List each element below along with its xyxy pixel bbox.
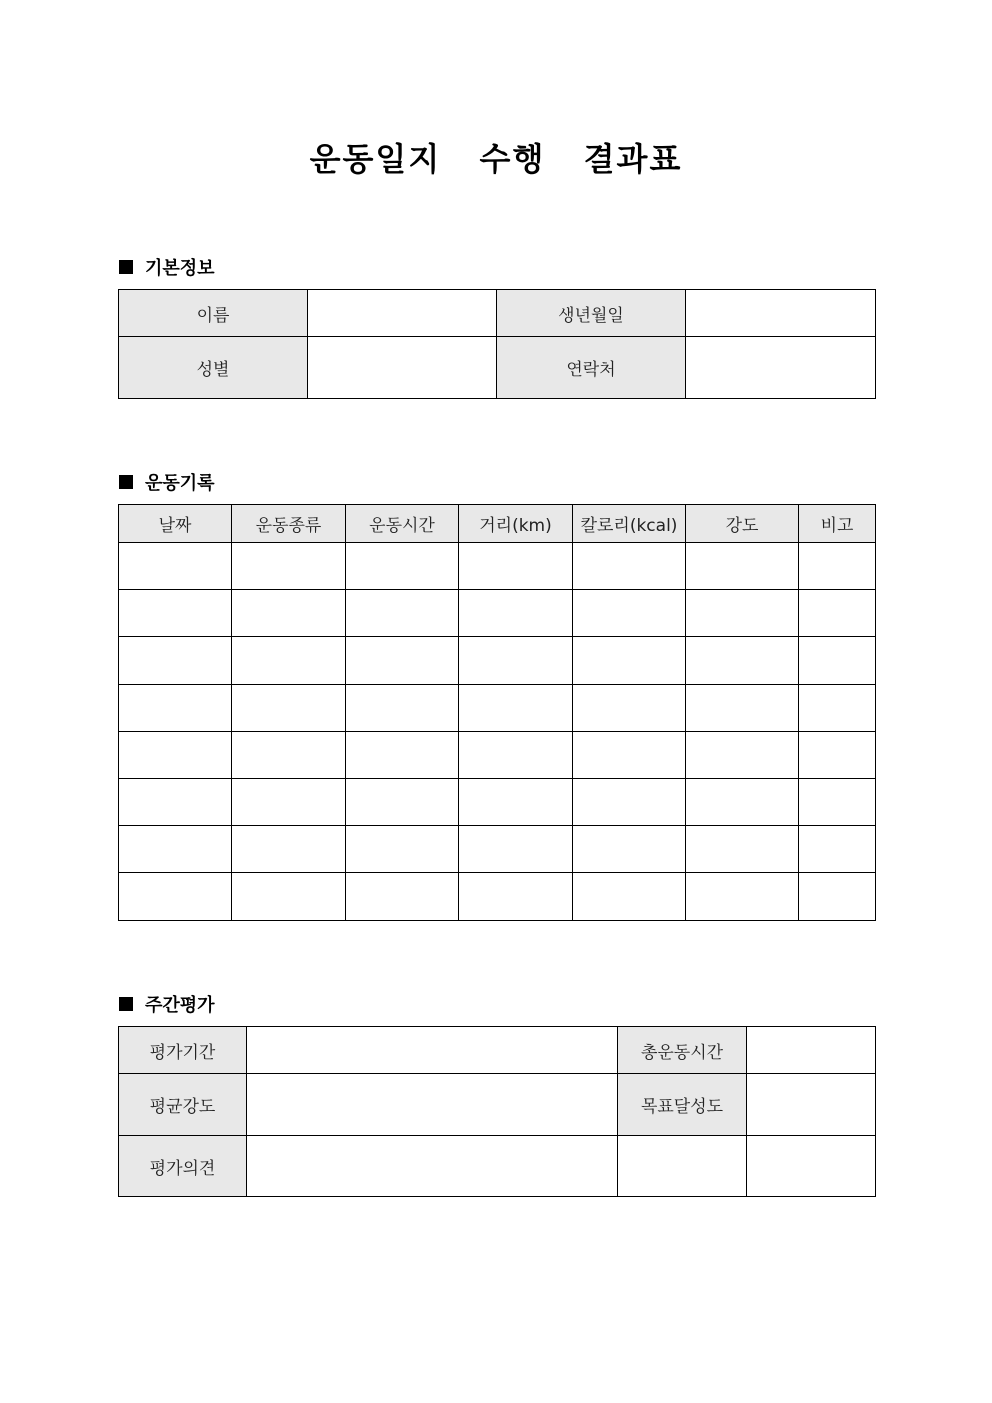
exercise-record-table [118,504,876,921]
contact-field[interactable] [686,337,876,399]
table-cell[interactable] [346,637,459,685]
total-time-label: 총운동시간 [618,1027,747,1074]
table-cell[interactable] [119,873,232,921]
gender-field[interactable] [308,337,497,399]
table-cell[interactable] [459,543,573,590]
table-cell[interactable] [232,873,346,921]
table-row [119,779,876,826]
table-cell[interactable] [686,873,799,921]
table-cell[interactable] [346,543,459,590]
table-cell[interactable] [573,873,686,921]
table-cell[interactable] [686,779,799,826]
empty-cell[interactable] [618,1136,747,1197]
period-field[interactable] [247,1027,618,1074]
table-cell[interactable] [459,826,573,873]
column-header-calories: 칼로리(kcal) [573,505,686,543]
table-cell[interactable] [346,779,459,826]
table-cell[interactable] [686,826,799,873]
table-row [119,826,876,873]
gender-label: 성별 [119,337,308,399]
column-header-date: 날짜 [119,505,232,543]
table-cell[interactable] [232,543,346,590]
table-cell[interactable] [573,779,686,826]
goal-field[interactable] [747,1074,876,1136]
table-row [119,873,876,921]
table-cell[interactable] [346,826,459,873]
avg-intensity-label: 평균강도 [119,1074,247,1136]
basic-info-table [118,289,876,399]
table-cell[interactable] [799,590,876,637]
table-cell[interactable] [346,873,459,921]
section-heading-basic [119,254,215,280]
table-cell[interactable] [459,685,573,732]
column-header-note: 비고 [799,505,876,543]
table-cell[interactable] [459,590,573,637]
table-cell[interactable] [346,732,459,779]
table-row [119,543,876,590]
table-cell[interactable] [799,826,876,873]
goal-label: 목표달성도 [618,1074,747,1136]
name-label: 이름 [119,290,308,337]
table-cell[interactable] [232,685,346,732]
birth-field[interactable] [686,290,876,337]
opinion-label: 평가의견 [119,1136,247,1197]
table-row [119,637,876,685]
table-cell[interactable] [119,590,232,637]
table-cell[interactable] [573,826,686,873]
table-cell[interactable] [119,637,232,685]
table-row [119,732,876,779]
table-cell[interactable] [686,637,799,685]
table-cell[interactable] [573,685,686,732]
table-cell[interactable] [232,637,346,685]
table-cell[interactable] [573,590,686,637]
table-cell[interactable] [799,543,876,590]
table-cell[interactable] [232,590,346,637]
table-cell[interactable] [799,779,876,826]
table-cell[interactable] [232,732,346,779]
table-cell[interactable] [799,637,876,685]
page-title: 운동일지 수행 결과표 [309,140,683,178]
section-heading-label: 운동기록 [145,473,215,494]
period-label: 평가기간 [119,1027,247,1074]
table-cell[interactable] [119,826,232,873]
table-cell[interactable] [119,543,232,590]
section-heading-label: 기본정보 [145,258,215,279]
table-cell[interactable] [573,732,686,779]
table-cell[interactable] [346,685,459,732]
table-cell[interactable] [573,543,686,590]
table-cell[interactable] [232,826,346,873]
table-cell[interactable] [686,732,799,779]
square-bullet-icon [119,260,133,274]
square-bullet-icon [119,475,133,489]
table-cell[interactable] [459,637,573,685]
column-header-type: 운동종류 [232,505,346,543]
section-heading-evaluation [119,991,215,1017]
table-cell[interactable] [346,590,459,637]
table-cell[interactable] [799,873,876,921]
table-cell[interactable] [459,873,573,921]
column-header-time: 운동시간 [346,505,459,543]
column-header-distance: 거리(km) [459,505,573,543]
table-cell[interactable] [799,732,876,779]
name-field[interactable] [308,290,497,337]
table-cell[interactable] [119,732,232,779]
table-cell[interactable] [573,637,686,685]
square-bullet-icon [119,997,133,1011]
table-cell[interactable] [119,779,232,826]
table-row [119,685,876,732]
table-cell[interactable] [686,685,799,732]
column-header-intensity: 강도 [686,505,799,543]
weekly-evaluation-table [118,1026,876,1197]
table-cell[interactable] [459,779,573,826]
table-cell[interactable] [459,732,573,779]
table-row [119,590,876,637]
birth-label: 생년월일 [497,290,686,337]
table-cell[interactable] [799,685,876,732]
table-cell[interactable] [232,779,346,826]
contact-label: 연락처 [497,337,686,399]
empty-cell[interactable] [747,1136,876,1197]
table-cell[interactable] [686,590,799,637]
section-heading-label: 주간평가 [145,995,215,1016]
avg-intensity-field[interactable] [247,1074,618,1136]
table-cell[interactable] [686,543,799,590]
opinion-field[interactable] [247,1136,618,1197]
total-time-field[interactable] [747,1027,876,1074]
table-cell[interactable] [119,685,232,732]
section-heading-records [119,469,215,495]
